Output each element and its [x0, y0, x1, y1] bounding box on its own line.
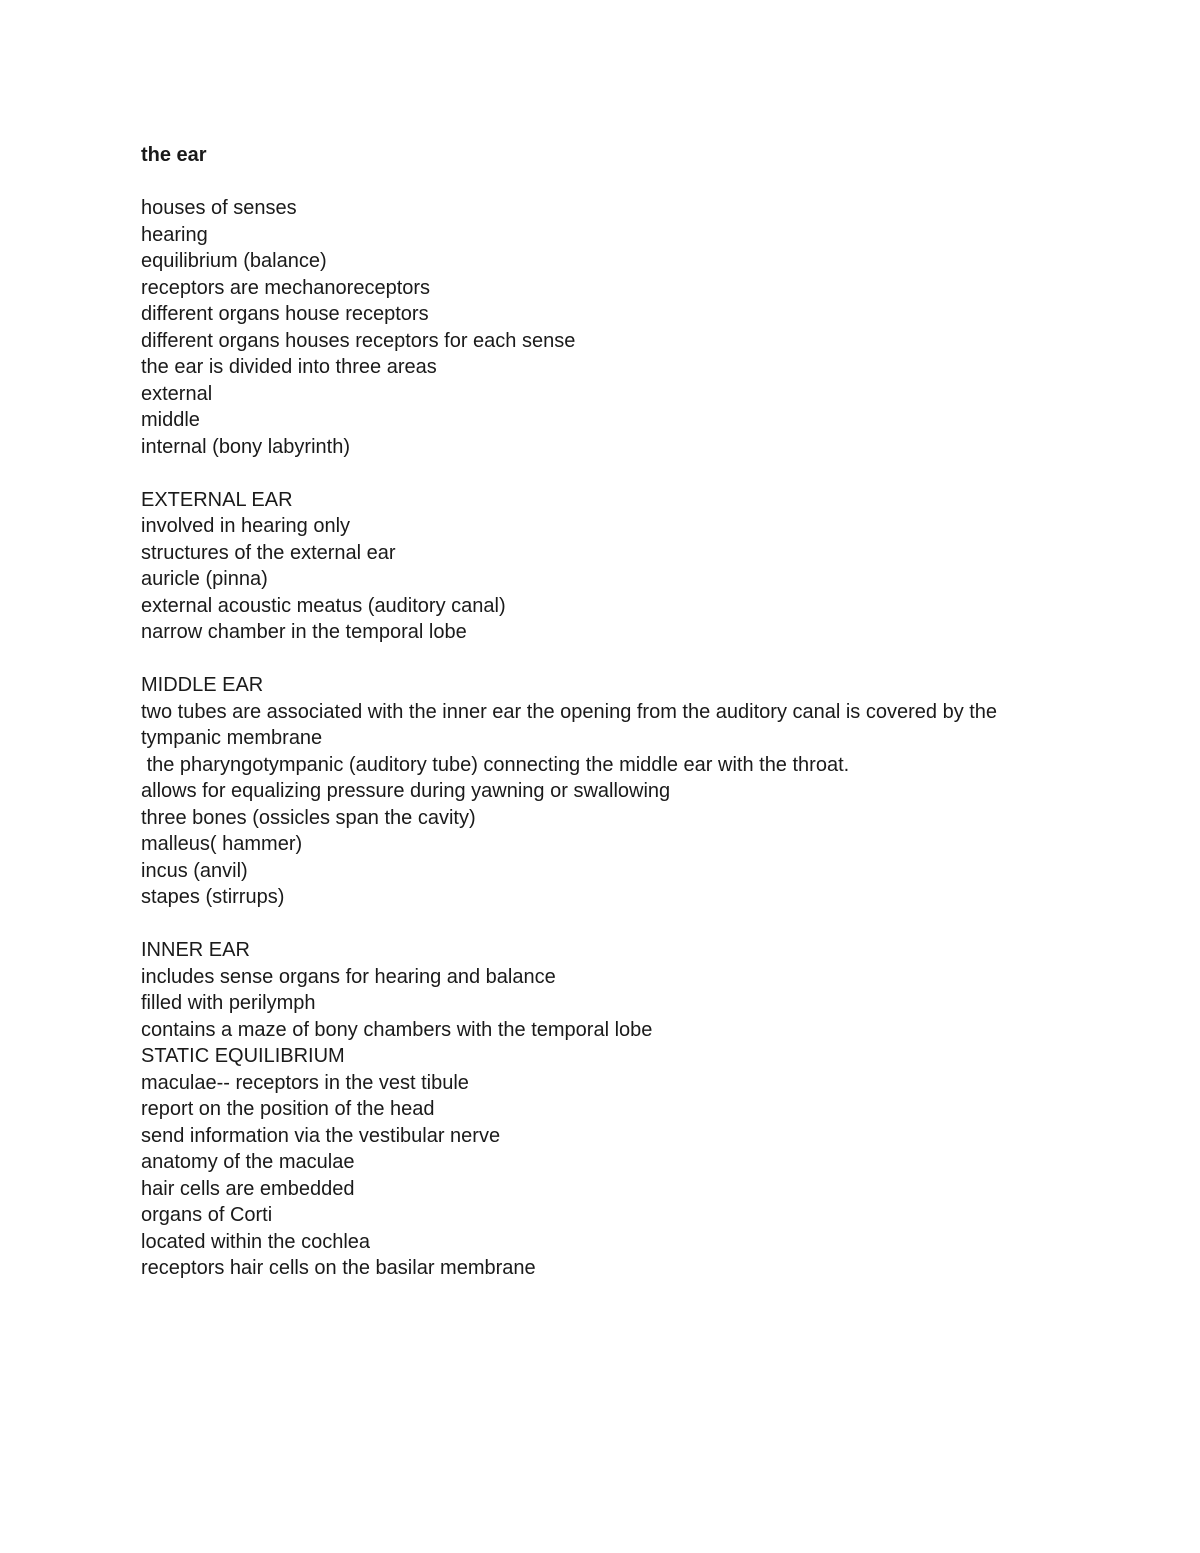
external-ear-line: involved in hearing only	[141, 515, 351, 537]
intro-line: the ear is divided into three areas	[141, 356, 437, 378]
inner-ear-line: receptors hair cells on the basilar membrane	[141, 1257, 536, 1279]
intro-section	[141, 195, 1071, 460]
inner-ear-line: located within the cochlea	[141, 1230, 371, 1253]
intro-line: different organs house receptors	[141, 303, 429, 325]
inner-ear-line: STATIC EQUILIBRIUM	[141, 1045, 345, 1067]
intro-line: internal (bony labyrinth)	[141, 435, 350, 458]
section-heading: INNER EAR	[141, 939, 250, 961]
intro-line: middle	[141, 409, 200, 431]
intro-line: external	[141, 382, 213, 405]
inner-ear-line: organs of Corti	[141, 1204, 273, 1226]
external-ear-line: structures of the external ear	[141, 541, 396, 564]
intro-line: equilibrium (balance)	[141, 250, 327, 272]
middle-ear-line: incus (anvil)	[141, 859, 248, 882]
section-heading: MIDDLE EAR	[141, 674, 264, 696]
document-body	[141, 142, 1071, 1282]
inner-ear-line: report on the position of the head	[141, 1098, 435, 1120]
intro-line: receptors are mechanoreceptors	[141, 276, 431, 299]
spacer	[141, 460, 1071, 487]
section-heading: EXTERNAL EAR	[141, 488, 293, 511]
spacer	[141, 911, 1071, 938]
spacer	[141, 169, 1071, 196]
external-ear-line: external acoustic meatus (auditory canal)	[141, 594, 506, 617]
middle-ear-line: two tubes are associated with the inner ear the opening from the auditory canal is covered by the tympanic membrane	[141, 700, 1003, 749]
middle-ear-line: three bones (ossicles span the cavity)	[141, 806, 476, 829]
document-title: the ear	[141, 144, 207, 166]
middle-ear-line: the pharyngotympanic (auditory tube) connecting the middle ear with the throat.	[141, 753, 850, 776]
inner-ear-line: anatomy of the maculae	[141, 1151, 355, 1173]
intro-line: different organs houses receptors for each sense	[141, 329, 576, 352]
spacer	[141, 646, 1071, 673]
external-ear-line: auricle (pinna)	[141, 568, 268, 590]
inner-ear-line: maculae-- receptors in the vest tibule	[141, 1071, 469, 1094]
inner-ear-line: filled with perilymph	[141, 992, 316, 1014]
inner-ear-line: hair cells are embedded	[141, 1177, 355, 1200]
middle-ear-line: stapes (stirrups)	[141, 886, 285, 908]
middle-ear-line: allows for equalizing pressure during yawning or swallowing	[141, 780, 671, 802]
middle-ear-line: malleus( hammer)	[141, 833, 303, 855]
external-ear-line: narrow chamber in the temporal lobe	[141, 621, 467, 643]
inner-ear-section	[141, 937, 1071, 1282]
inner-ear-line: includes sense organs for hearing and balance	[141, 965, 556, 988]
inner-ear-line: contains a maze of bony chambers with the temporal lobe	[141, 1018, 653, 1041]
external-ear-section	[141, 487, 1071, 646]
middle-ear-section	[141, 672, 1071, 911]
intro-line: hearing	[141, 223, 208, 246]
inner-ear-line: send information via the vestibular nerve	[141, 1124, 501, 1147]
intro-line: houses of senses	[141, 197, 297, 219]
